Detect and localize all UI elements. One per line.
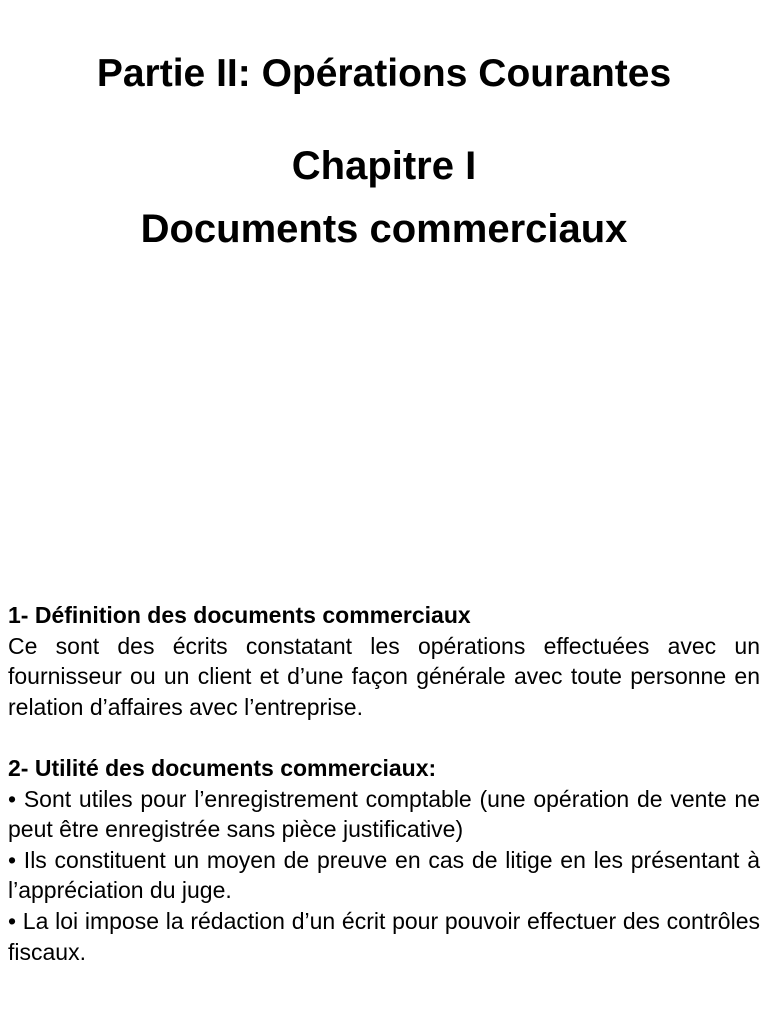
- definition-paragraph: Ce sont des écrits constatant les opérations effectuées avec un fournisseur ou un client et d’une façon générale avec toute personne en relation d’affaires avec l’entreprise.: [8, 632, 760, 720]
- section-utility: [8, 753, 760, 967]
- part-title: Partie II: Opérations Courantes: [96, 52, 672, 95]
- chapter-title: Chapitre I: [291, 144, 477, 188]
- section-spacer: [8, 722, 760, 753]
- utility-bullet-accounting: • Sont utiles pour l’enregistrement comptable (une opération de vente ne peut être enregistrée sans pièce justificative): [8, 785, 760, 843]
- chapter-subtitle: Documents commerciaux: [140, 207, 628, 251]
- document-body: [8, 600, 760, 967]
- section-heading-definition: 1- Définition des documents commerciaux: [8, 602, 471, 628]
- utility-bullet-proof: • Ils constituent un moyen de preuve en cas de litige en les présentant à l’appréciation du juge.: [8, 846, 760, 904]
- section-heading-utility: 2- Utilité des documents commerciaux:: [8, 754, 437, 781]
- utility-bullet-tax: • La loi impose la rédaction d’un écrit pour pouvoir effectuer des contrôles fiscaux.: [8, 907, 760, 965]
- section-definition: [8, 600, 760, 722]
